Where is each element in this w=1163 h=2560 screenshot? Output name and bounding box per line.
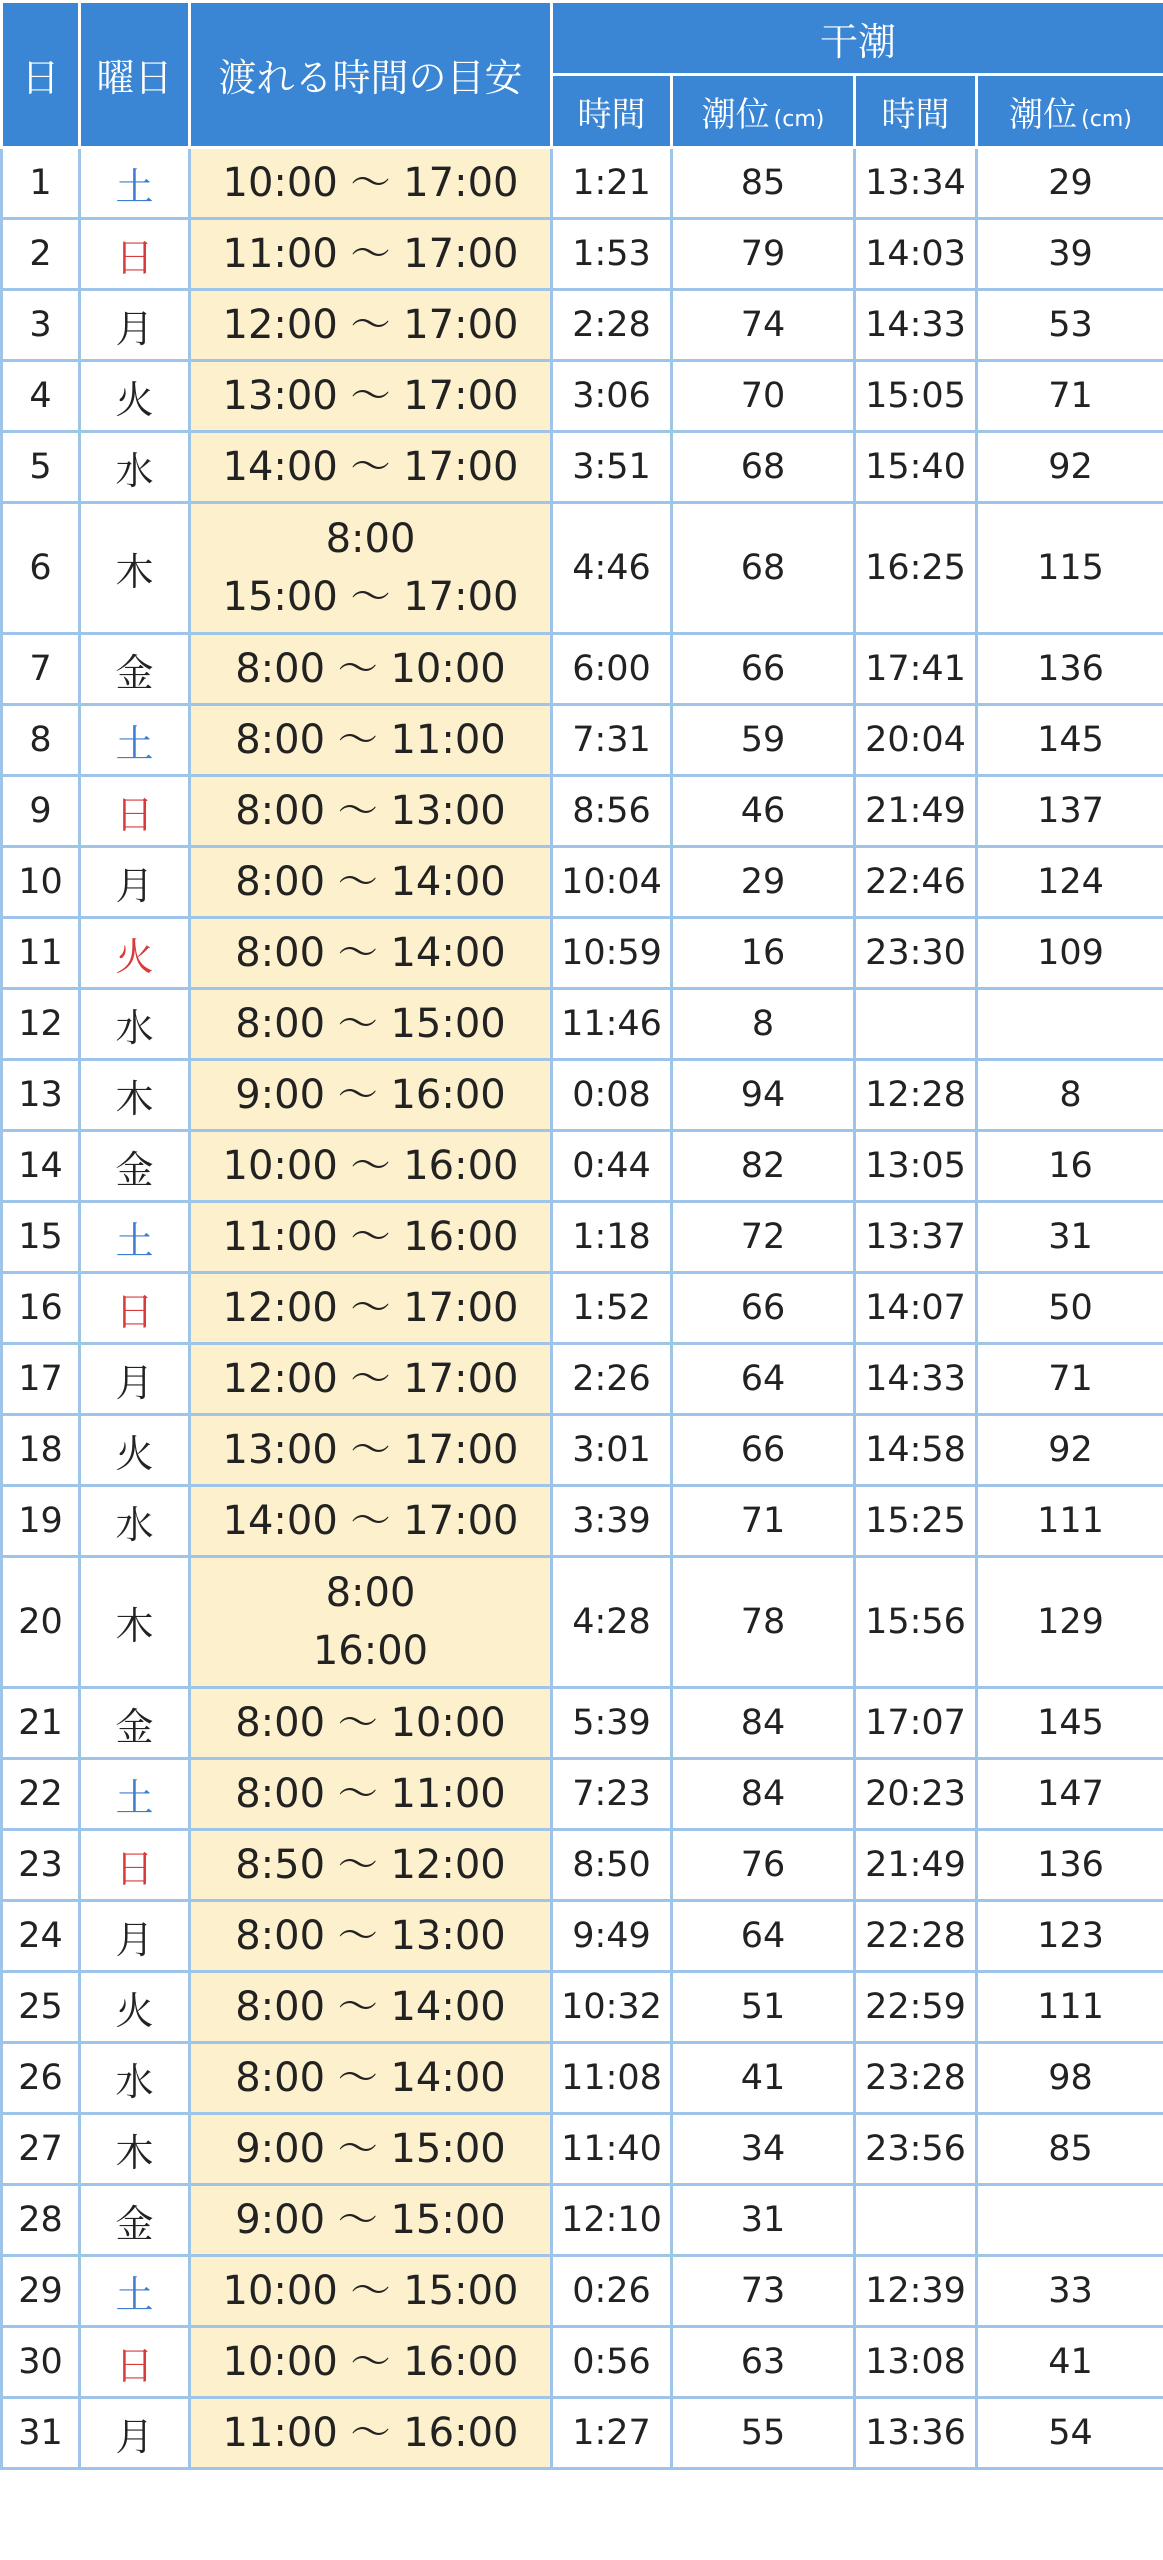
table-row [2, 1415, 1163, 1486]
low-tide-time-1: 1:18 [552, 1202, 672, 1273]
crossing-time-cell [190, 361, 552, 432]
crossing-time-cell [190, 432, 552, 503]
table-row [2, 2256, 1163, 2327]
crossing-time-line: 11:00 ～ 16:00 [222, 2410, 519, 2456]
header-level-1-unit: (cm) [773, 106, 825, 132]
crossing-time-cell [190, 1060, 552, 1131]
crossing-time-cell [190, 219, 552, 290]
low-tide-time-1: 10:04 [552, 847, 672, 918]
table-row [2, 219, 1163, 290]
low-tide-level-2: 129 [977, 1557, 1163, 1688]
crossing-time-cell [190, 1759, 552, 1830]
table-row [2, 2185, 1163, 2256]
crossing-time-cell [190, 1972, 552, 2043]
day-cell: 27 [2, 2114, 80, 2185]
low-tide-level-1: 84 [672, 1759, 855, 1830]
weekday-cell: 土 [80, 148, 190, 219]
low-tide-time-2: 13:36 [855, 2398, 977, 2469]
low-tide-time-2: 13:34 [855, 148, 977, 219]
low-tide-time-1: 6:00 [552, 634, 672, 705]
day-cell: 14 [2, 1131, 80, 1202]
low-tide-time-2: 12:28 [855, 1060, 977, 1131]
header-crossing-time: 渡れる時間の目安 [190, 2, 552, 148]
low-tide-level-1: 31 [672, 2185, 855, 2256]
low-tide-level-2: 41 [977, 2327, 1163, 2398]
weekday-cell: 月 [80, 290, 190, 361]
low-tide-level-1: 76 [672, 1830, 855, 1901]
table-row [2, 1972, 1163, 2043]
day-cell: 2 [2, 219, 80, 290]
low-tide-time-1: 3:06 [552, 361, 672, 432]
low-tide-time-2: 14:58 [855, 1415, 977, 1486]
crossing-time-cell [190, 918, 552, 989]
low-tide-time-1: 2:26 [552, 1344, 672, 1415]
low-tide-level-2: 145 [977, 1688, 1163, 1759]
table-row [2, 148, 1163, 219]
weekday-cell: 日 [80, 1273, 190, 1344]
weekday-cell: 木 [80, 503, 190, 634]
table-row [2, 1131, 1163, 1202]
header-level-1-label: 潮位 [701, 94, 770, 135]
crossing-time-cell [190, 2185, 552, 2256]
low-tide-time-2: 21:49 [855, 776, 977, 847]
day-cell: 3 [2, 290, 80, 361]
low-tide-time-1: 10:59 [552, 918, 672, 989]
crossing-time-line: 8:00 ～ 13:00 [235, 788, 506, 834]
low-tide-level-1: 66 [672, 1415, 855, 1486]
weekday-cell: 水 [80, 2043, 190, 2114]
header-level-2-unit: (cm) [1081, 106, 1132, 132]
table-row [2, 1901, 1163, 1972]
table-row [2, 503, 1163, 634]
crossing-time-cell [190, 290, 552, 361]
low-tide-level-1: 71 [672, 1486, 855, 1557]
low-tide-time-2: 20:23 [855, 1759, 977, 1830]
day-cell: 12 [2, 989, 80, 1060]
crossing-time-cell [190, 2256, 552, 2327]
low-tide-level-2: 31 [977, 1202, 1163, 1273]
table-row [2, 2398, 1163, 2469]
low-tide-time-1: 0:26 [552, 2256, 672, 2327]
weekday-cell: 火 [80, 1972, 190, 2043]
weekday-cell: 月 [80, 847, 190, 918]
crossing-time-cell [190, 148, 552, 219]
crossing-time-line: 16:00 [312, 1628, 429, 1674]
day-cell: 26 [2, 2043, 80, 2114]
crossing-time-line: 8:00 [325, 1570, 416, 1616]
low-tide-level-2: 145 [977, 705, 1163, 776]
low-tide-level-2: 33 [977, 2256, 1163, 2327]
table-row [2, 1830, 1163, 1901]
crossing-time-line: 9:00 ～ 16:00 [235, 1072, 506, 1118]
table-row [2, 1759, 1163, 1830]
low-tide-time-2: 22:46 [855, 847, 977, 918]
low-tide-level-2: 53 [977, 290, 1163, 361]
low-tide-level-1: 63 [672, 2327, 855, 2398]
low-tide-level-1: 79 [672, 219, 855, 290]
table-row [2, 432, 1163, 503]
low-tide-level-2: 115 [977, 503, 1163, 634]
crossing-time-line: 8:50 ～ 12:00 [235, 1842, 506, 1888]
crossing-time-cell [190, 1557, 552, 1688]
low-tide-level-1: 46 [672, 776, 855, 847]
table-row [2, 2327, 1163, 2398]
crossing-time-cell [190, 776, 552, 847]
table-row [2, 705, 1163, 776]
day-cell: 28 [2, 2185, 80, 2256]
crossing-time-cell [190, 2398, 552, 2469]
table-row [2, 1273, 1163, 1344]
day-cell: 4 [2, 361, 80, 432]
weekday-cell: 土 [80, 1759, 190, 1830]
low-tide-time-1: 0:08 [552, 1060, 672, 1131]
low-tide-level-2: 71 [977, 361, 1163, 432]
low-tide-level-1: 70 [672, 361, 855, 432]
weekday-cell: 木 [80, 2114, 190, 2185]
weekday-cell: 木 [80, 1060, 190, 1131]
crossing-time-cell [190, 1901, 552, 1972]
low-tide-time-2: 14:07 [855, 1273, 977, 1344]
crossing-time-cell [190, 705, 552, 776]
low-tide-time-1: 1:53 [552, 219, 672, 290]
day-cell: 21 [2, 1688, 80, 1759]
crossing-time-line: 8:00 ～ 11:00 [235, 1771, 506, 1817]
crossing-time-line: 8:00 ～ 14:00 [235, 2055, 506, 2101]
header-time-2: 時間 [855, 75, 977, 148]
table-row [2, 1202, 1163, 1273]
weekday-cell: 木 [80, 1557, 190, 1688]
crossing-time-cell [190, 1415, 552, 1486]
low-tide-time-1: 0:56 [552, 2327, 672, 2398]
low-tide-time-1: 11:08 [552, 2043, 672, 2114]
weekday-cell: 日 [80, 219, 190, 290]
crossing-time-cell [190, 2114, 552, 2185]
day-cell: 31 [2, 2398, 80, 2469]
weekday-cell: 日 [80, 1830, 190, 1901]
low-tide-level-1: 64 [672, 1901, 855, 1972]
low-tide-level-2: 137 [977, 776, 1163, 847]
low-tide-level-1: 16 [672, 918, 855, 989]
low-tide-level-1: 55 [672, 2398, 855, 2469]
low-tide-time-1: 3:39 [552, 1486, 672, 1557]
crossing-time-line: 15:00 ～ 17:00 [222, 574, 519, 620]
table-row [2, 290, 1163, 361]
low-tide-time-2: 23:56 [855, 2114, 977, 2185]
table-body [2, 148, 1163, 2469]
low-tide-level-1: 64 [672, 1344, 855, 1415]
table-row [2, 776, 1163, 847]
weekday-cell: 月 [80, 2398, 190, 2469]
weekday-cell: 日 [80, 776, 190, 847]
crossing-time-cell [190, 1688, 552, 1759]
low-tide-time-1: 3:51 [552, 432, 672, 503]
low-tide-time-1: 3:01 [552, 1415, 672, 1486]
low-tide-time-2: 12:39 [855, 2256, 977, 2327]
crossing-time-line: 10:00 ～ 15:00 [222, 2268, 519, 2314]
low-tide-level-1: 66 [672, 1273, 855, 1344]
weekday-cell: 金 [80, 1688, 190, 1759]
low-tide-time-1: 12:10 [552, 2185, 672, 2256]
low-tide-time-1: 0:44 [552, 1131, 672, 1202]
table-row [2, 1557, 1163, 1688]
crossing-time-cell [190, 1273, 552, 1344]
low-tide-level-2: 71 [977, 1344, 1163, 1415]
low-tide-time-2: 13:05 [855, 1131, 977, 1202]
low-tide-time-2 [855, 2185, 977, 2256]
crossing-time-cell [190, 634, 552, 705]
low-tide-time-1: 1:27 [552, 2398, 672, 2469]
low-tide-time-1: 1:52 [552, 1273, 672, 1344]
low-tide-level-1: 51 [672, 1972, 855, 2043]
crossing-time-cell [190, 989, 552, 1060]
low-tide-level-2: 50 [977, 1273, 1163, 1344]
day-cell: 15 [2, 1202, 80, 1273]
weekday-cell: 土 [80, 1202, 190, 1273]
table-row [2, 847, 1163, 918]
day-cell: 13 [2, 1060, 80, 1131]
low-tide-time-2: 23:28 [855, 2043, 977, 2114]
table-row [2, 1344, 1163, 1415]
low-tide-time-2: 15:25 [855, 1486, 977, 1557]
day-cell: 18 [2, 1415, 80, 1486]
low-tide-time-2: 23:30 [855, 918, 977, 989]
weekday-cell: 月 [80, 1344, 190, 1415]
day-cell: 6 [2, 503, 80, 634]
day-cell: 16 [2, 1273, 80, 1344]
low-tide-time-1: 5:39 [552, 1688, 672, 1759]
low-tide-time-1: 9:49 [552, 1901, 672, 1972]
crossing-time-line: 11:00 ～ 17:00 [222, 231, 519, 277]
low-tide-level-2: 98 [977, 2043, 1163, 2114]
crossing-time-cell [190, 503, 552, 634]
crossing-time-line: 14:00 ～ 17:00 [222, 1498, 519, 1544]
low-tide-time-2: 13:37 [855, 1202, 977, 1273]
crossing-time-line: 8:00 ～ 11:00 [235, 717, 506, 763]
crossing-time-line: 8:00 ～ 10:00 [235, 646, 506, 692]
crossing-time-line: 12:00 ～ 17:00 [222, 302, 519, 348]
low-tide-level-1: 59 [672, 705, 855, 776]
table-row [2, 1060, 1163, 1131]
low-tide-time-2 [855, 989, 977, 1060]
header-time-1: 時間 [552, 75, 672, 148]
crossing-time-line: 9:00 ～ 15:00 [235, 2126, 506, 2172]
low-tide-level-1: 68 [672, 432, 855, 503]
header-weekday: 曜日 [80, 2, 190, 148]
crossing-time-line: 12:00 ～ 17:00 [222, 1356, 519, 1402]
low-tide-level-1: 94 [672, 1060, 855, 1131]
low-tide-level-1: 68 [672, 503, 855, 634]
low-tide-level-2 [977, 989, 1163, 1060]
low-tide-level-2: 54 [977, 2398, 1163, 2469]
table-row [2, 2043, 1163, 2114]
crossing-time-cell [190, 1486, 552, 1557]
low-tide-level-1: 78 [672, 1557, 855, 1688]
weekday-cell: 火 [80, 1415, 190, 1486]
low-tide-level-2: 123 [977, 1901, 1163, 1972]
crossing-time-cell [190, 2327, 552, 2398]
weekday-cell: 土 [80, 705, 190, 776]
low-tide-time-1: 11:46 [552, 989, 672, 1060]
crossing-time-line: 8:00 ～ 13:00 [235, 1913, 506, 1959]
low-tide-level-1: 72 [672, 1202, 855, 1273]
low-tide-level-1: 82 [672, 1131, 855, 1202]
low-tide-time-2: 22:28 [855, 1901, 977, 1972]
crossing-time-line: 13:00 ～ 17:00 [222, 373, 519, 419]
day-cell: 1 [2, 148, 80, 219]
table-row [2, 918, 1163, 989]
day-cell: 7 [2, 634, 80, 705]
crossing-time-line: 13:00 ～ 17:00 [222, 1427, 519, 1473]
low-tide-time-2: 15:56 [855, 1557, 977, 1688]
low-tide-time-1: 4:28 [552, 1557, 672, 1688]
low-tide-level-1: 84 [672, 1688, 855, 1759]
crossing-time-line: 12:00 ～ 17:00 [222, 1285, 519, 1331]
low-tide-time-1: 4:46 [552, 503, 672, 634]
low-tide-time-1: 7:23 [552, 1759, 672, 1830]
day-cell: 23 [2, 1830, 80, 1901]
day-cell: 17 [2, 1344, 80, 1415]
table-row [2, 1486, 1163, 1557]
low-tide-level-2: 111 [977, 1486, 1163, 1557]
low-tide-time-2: 21:49 [855, 1830, 977, 1901]
low-tide-level-2: 124 [977, 847, 1163, 918]
header-level-2-label: 潮位 [1009, 94, 1078, 135]
crossing-time-line: 10:00 ～ 16:00 [222, 1143, 519, 1189]
low-tide-level-2: 111 [977, 1972, 1163, 2043]
low-tide-level-2: 136 [977, 1830, 1163, 1901]
crossing-time-line: 8:00 ～ 14:00 [235, 1984, 506, 2030]
low-tide-time-2: 14:03 [855, 219, 977, 290]
crossing-time-line: 10:00 ～ 16:00 [222, 2339, 519, 2385]
weekday-cell: 土 [80, 2256, 190, 2327]
low-tide-level-1: 29 [672, 847, 855, 918]
crossing-time-line: 8:00 ～ 14:00 [235, 859, 506, 905]
crossing-time-cell [190, 1131, 552, 1202]
header-level-2 [977, 75, 1163, 148]
low-tide-time-2: 17:41 [855, 634, 977, 705]
weekday-cell: 金 [80, 1131, 190, 1202]
low-tide-level-1: 85 [672, 148, 855, 219]
table-row [2, 1688, 1163, 1759]
weekday-cell: 金 [80, 2185, 190, 2256]
crossing-time-line: 8:00 [325, 516, 416, 562]
header-day: 日 [2, 2, 80, 148]
low-tide-level-2: 39 [977, 219, 1163, 290]
weekday-cell: 火 [80, 918, 190, 989]
low-tide-level-2: 8 [977, 1060, 1163, 1131]
low-tide-time-1: 8:56 [552, 776, 672, 847]
low-tide-level-1: 8 [672, 989, 855, 1060]
day-cell: 19 [2, 1486, 80, 1557]
low-tide-time-2: 17:07 [855, 1688, 977, 1759]
low-tide-level-1: 66 [672, 634, 855, 705]
crossing-time-line: 8:00 ～ 14:00 [235, 930, 506, 976]
day-cell: 5 [2, 432, 80, 503]
low-tide-level-2: 92 [977, 1415, 1163, 1486]
table-row [2, 361, 1163, 432]
weekday-cell: 水 [80, 989, 190, 1060]
low-tide-time-2: 20:04 [855, 705, 977, 776]
header-low-tide: 干潮 [552, 2, 1163, 75]
low-tide-level-2: 16 [977, 1131, 1163, 1202]
low-tide-time-2: 15:40 [855, 432, 977, 503]
low-tide-time-2: 22:59 [855, 1972, 977, 2043]
low-tide-level-1: 34 [672, 2114, 855, 2185]
crossing-time-line: 8:00 ～ 15:00 [235, 1001, 506, 1047]
day-cell: 22 [2, 1759, 80, 1830]
low-tide-time-1: 8:50 [552, 1830, 672, 1901]
weekday-cell: 金 [80, 634, 190, 705]
low-tide-level-1: 73 [672, 2256, 855, 2327]
crossing-time-line: 10:00 ～ 17:00 [222, 160, 519, 206]
crossing-time-cell [190, 1830, 552, 1901]
day-cell: 10 [2, 847, 80, 918]
crossing-time-cell [190, 1344, 552, 1415]
day-cell: 29 [2, 2256, 80, 2327]
day-cell: 24 [2, 1901, 80, 1972]
crossing-time-cell [190, 847, 552, 918]
low-tide-level-1: 41 [672, 2043, 855, 2114]
low-tide-level-2: 85 [977, 2114, 1163, 2185]
table-row [2, 2114, 1163, 2185]
weekday-cell: 火 [80, 361, 190, 432]
low-tide-level-2: 147 [977, 1759, 1163, 1830]
crossing-time-line: 11:00 ～ 16:00 [222, 1214, 519, 1260]
table-row [2, 989, 1163, 1060]
low-tide-level-2: 29 [977, 148, 1163, 219]
low-tide-level-2 [977, 2185, 1163, 2256]
day-cell: 20 [2, 1557, 80, 1688]
day-cell: 9 [2, 776, 80, 847]
weekday-cell: 日 [80, 2327, 190, 2398]
weekday-cell: 水 [80, 432, 190, 503]
low-tide-time-1: 10:32 [552, 1972, 672, 2043]
crossing-time-cell [190, 2043, 552, 2114]
low-tide-time-1: 1:21 [552, 148, 672, 219]
low-tide-time-1: 2:28 [552, 290, 672, 361]
weekday-cell: 月 [80, 1901, 190, 1972]
low-tide-level-2: 136 [977, 634, 1163, 705]
low-tide-time-2: 13:08 [855, 2327, 977, 2398]
low-tide-time-2: 16:25 [855, 503, 977, 634]
low-tide-time-1: 7:31 [552, 705, 672, 776]
low-tide-time-2: 15:05 [855, 361, 977, 432]
day-cell: 8 [2, 705, 80, 776]
day-cell: 25 [2, 1972, 80, 2043]
low-tide-time-2: 14:33 [855, 290, 977, 361]
low-tide-level-1: 74 [672, 290, 855, 361]
weekday-cell: 水 [80, 1486, 190, 1557]
crossing-time-cell [190, 1202, 552, 1273]
day-cell: 11 [2, 918, 80, 989]
crossing-time-line: 14:00 ～ 17:00 [222, 444, 519, 490]
day-cell: 30 [2, 2327, 80, 2398]
header-level-1 [672, 75, 855, 148]
low-tide-level-2: 109 [977, 918, 1163, 989]
low-tide-time-1: 11:40 [552, 2114, 672, 2185]
low-tide-time-2: 14:33 [855, 1344, 977, 1415]
low-tide-level-2: 92 [977, 432, 1163, 503]
table-row [2, 634, 1163, 705]
crossing-time-line: 9:00 ～ 15:00 [235, 2197, 506, 2243]
crossing-time-line: 8:00 ～ 10:00 [235, 1700, 506, 1746]
